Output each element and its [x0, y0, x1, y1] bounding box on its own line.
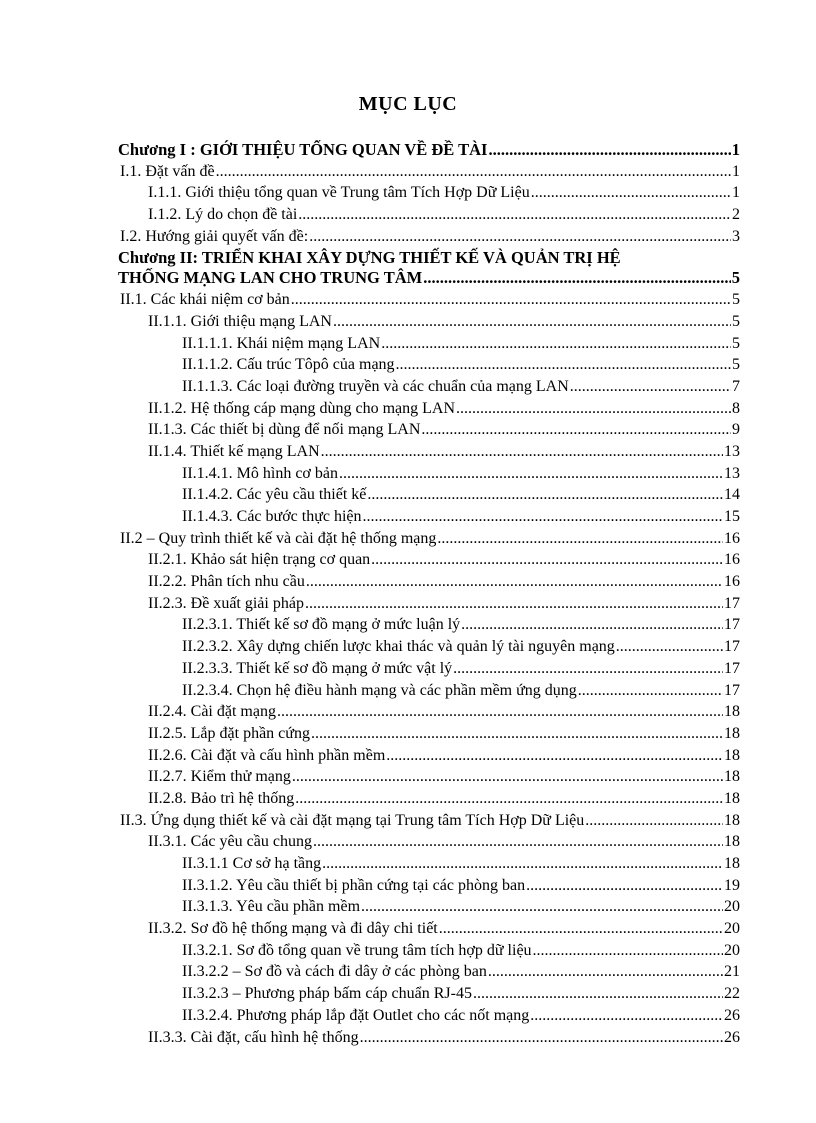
toc-entry-row	[148, 1028, 740, 1048]
toc-entry[interactable]	[118, 876, 740, 896]
toc-entry-row	[148, 919, 740, 939]
dot-leader	[456, 399, 731, 419]
toc-page-number: 20	[724, 898, 740, 916]
toc-page-number: 17	[724, 594, 740, 612]
toc-entry[interactable]	[118, 572, 740, 592]
toc-entry-row	[148, 550, 740, 570]
toc-entry[interactable]	[118, 919, 740, 939]
toc-entry[interactable]	[118, 507, 740, 527]
toc-entry[interactable]	[118, 485, 740, 505]
dot-leader	[216, 162, 731, 182]
toc-entry-row	[182, 681, 740, 701]
toc-entry[interactable]	[118, 227, 740, 247]
dot-leader	[570, 377, 731, 397]
toc-entry[interactable]	[118, 811, 740, 831]
toc-page-number: 13	[724, 442, 740, 460]
dot-leader	[381, 334, 731, 354]
toc-entry-text: II.1.4.1. Mô hình cơ bản	[182, 464, 338, 482]
toc-entry[interactable]	[118, 702, 740, 722]
dot-leader	[526, 876, 723, 896]
toc-entry-row	[148, 442, 740, 462]
toc-entry-text: II.2.3.1. Thiết kế sơ đồ mạng ở mức luận lý	[182, 616, 461, 634]
page-title: MỤC LỤC	[358, 93, 458, 115]
dot-leader	[292, 767, 723, 787]
toc-entry-text: II.2.8. Bảo trì hệ thống	[148, 789, 295, 807]
toc-entry-row	[182, 637, 740, 657]
toc-entry-text: II.2.3.3. Thiết kế sơ đồ mạng ở mức vật lý	[182, 659, 453, 677]
toc-entry-row	[182, 854, 740, 874]
toc-entry[interactable]	[118, 594, 740, 614]
dot-leader	[473, 984, 723, 1004]
toc-entry-text: I.1.2. Lý do chọn đề tài	[148, 206, 298, 224]
toc-entry[interactable]	[118, 789, 740, 809]
toc-page-number: 18	[724, 724, 740, 742]
toc-page-number: 18	[724, 833, 740, 851]
toc-entry-text: II.3.1.1 Cơ sở hạ tầng	[182, 855, 322, 872]
toc-entry-text: II.2.3. Đề xuất giải pháp	[148, 594, 304, 612]
toc-page-number: 17	[724, 616, 740, 634]
dot-leader	[298, 205, 731, 225]
toc-entry[interactable]	[118, 1006, 740, 1026]
toc-entry[interactable]	[118, 442, 740, 462]
dot-leader	[371, 550, 723, 570]
toc-entry-text: II.1.4. Thiết kế mạng LAN	[148, 442, 320, 460]
toc-entry[interactable]	[118, 550, 740, 570]
toc-page-number: 5	[732, 356, 740, 374]
toc-entry[interactable]	[118, 420, 740, 440]
toc-entry-text: II.2.7. Kiểm thử mạng	[148, 768, 291, 786]
toc-entry-text: II.1.1.3. Các loại đường truyền và các chuẩn của mạng LAN	[182, 377, 569, 395]
toc-page-number: 26	[724, 1028, 740, 1046]
toc-entry-row	[120, 529, 740, 549]
toc-entry-row	[148, 572, 740, 592]
toc-entry-text: THỐNG MẠNG LAN CHO TRUNG TÂM	[118, 268, 423, 288]
toc-page-number: 7	[732, 377, 740, 395]
dot-leader	[488, 140, 730, 160]
toc-entry[interactable]	[118, 897, 740, 917]
toc-entry-text: I.1. Đặt vấn đề	[120, 162, 215, 180]
toc-page-number: 1	[732, 162, 740, 180]
toc-page-number: 2	[732, 206, 740, 224]
toc-page-number: 13	[724, 464, 740, 482]
toc-entry-text: II.1.1. Giới thiệu mạng LAN	[148, 312, 332, 330]
toc-entry-text: II.1.4.3. Các bước thực hiện	[182, 508, 362, 525]
dot-leader	[321, 442, 723, 462]
toc-page-number: 20	[724, 941, 740, 959]
toc-entry-row	[182, 984, 740, 1004]
toc-entry-row	[182, 897, 740, 917]
toc-entry-text: II.3.1.2. Yêu cầu thiết bị phần cứng tại các phòng ban	[182, 876, 526, 894]
toc-entry-row	[120, 162, 740, 182]
dot-leader	[291, 290, 731, 310]
toc-entry[interactable]	[118, 854, 740, 874]
toc-entry-row	[182, 355, 740, 375]
toc-page-number: 3	[732, 227, 740, 245]
dot-leader	[531, 183, 731, 203]
toc-entry[interactable]	[118, 941, 740, 961]
toc-entry[interactable]	[118, 205, 740, 225]
toc-entry-text: II.1. Các khái niệm cơ bản	[120, 291, 290, 309]
dot-leader	[339, 464, 723, 484]
toc-entry-text: II.1.1.2. Cấu trúc Tôpô của mạng	[182, 356, 395, 374]
toc-entry[interactable]	[118, 637, 740, 657]
toc-entry[interactable]	[118, 832, 740, 852]
toc-entry[interactable]	[118, 183, 740, 203]
toc-entry-row	[118, 140, 740, 160]
toc-entry-text: II.3.2.1. Sơ đồ tổng quan về trung tâm tích hợp dữ liệu	[182, 941, 532, 959]
toc-page-number: 18	[724, 855, 740, 872]
toc-entry-row	[182, 962, 740, 982]
toc-entry-row	[182, 941, 740, 961]
toc-entry-row	[182, 659, 740, 679]
toc-entry[interactable]	[118, 464, 740, 484]
toc-entry-row	[182, 615, 740, 635]
toc-entry[interactable]	[118, 681, 740, 701]
toc-page-number: 1	[731, 140, 740, 159]
dot-leader	[421, 420, 731, 440]
dot-leader	[333, 312, 731, 332]
dot-leader	[367, 485, 723, 505]
toc-entry-text: I.1.1. Giới thiệu tổng quan về Trung tâm Tích Hợp Dữ Liệu	[148, 184, 530, 202]
toc-entry[interactable]	[118, 399, 740, 419]
dot-leader	[396, 355, 731, 375]
dot-leader	[360, 1028, 723, 1048]
toc-page-number: 18	[724, 746, 740, 764]
toc-page-number: 8	[732, 399, 740, 417]
toc-page-number: 18	[724, 703, 740, 721]
dot-leader	[295, 789, 723, 809]
toc-entry-row	[148, 205, 740, 225]
toc-entry[interactable]	[118, 355, 740, 375]
toc-entry-row	[148, 312, 740, 332]
dot-leader	[309, 227, 731, 247]
toc-page-number: 17	[724, 681, 740, 699]
dot-leader	[488, 962, 723, 982]
dot-leader	[277, 702, 723, 722]
dot-leader	[439, 919, 723, 939]
toc-entry[interactable]	[118, 334, 740, 354]
toc-entry-text: II.3.2.3 – Phương pháp bấm cáp chuẩn RJ-45	[182, 985, 472, 1003]
toc-page-number: 16	[724, 573, 740, 591]
toc-entry-text: II.2.6. Cài đặt và cấu hình phần mềm	[148, 746, 386, 764]
toc-entry-row	[182, 876, 740, 896]
toc-page-number: 16	[724, 529, 740, 547]
dot-leader	[437, 529, 723, 549]
toc-entry[interactable]	[118, 615, 740, 635]
toc-entry-text: II.2.1. Khảo sát hiện trạng cơ quan	[148, 551, 371, 569]
toc-entry-text: II.2.3.4. Chọn hệ điều hành mạng và các phần mềm ứng dụng	[182, 681, 577, 699]
toc-entry[interactable]	[118, 162, 740, 182]
dot-leader	[363, 507, 723, 527]
toc-entry-row	[148, 399, 740, 419]
toc-entry[interactable]	[118, 724, 740, 744]
toc-page-number: 5	[731, 268, 740, 288]
toc-entry-row	[182, 334, 740, 354]
toc-entry-row	[120, 227, 740, 247]
table-of-contents	[118, 140, 740, 1049]
toc-entry[interactable]	[118, 767, 740, 787]
toc-page-number: 18	[724, 811, 740, 829]
toc-page-number: 20	[724, 920, 740, 938]
dot-leader	[386, 746, 723, 766]
toc-entry-row	[148, 420, 740, 440]
toc-entry-row	[148, 832, 740, 852]
dot-leader	[322, 854, 723, 874]
toc-entry-text: II.1.4.2. Các yêu cầu thiết kế	[182, 486, 367, 504]
toc-page-number: 9	[732, 421, 740, 439]
dot-leader	[461, 615, 723, 635]
toc-entry[interactable]	[118, 1028, 740, 1048]
dot-leader	[423, 268, 731, 288]
toc-entry-row	[148, 789, 740, 809]
toc-entry-row	[148, 724, 740, 744]
dot-leader	[361, 897, 723, 917]
toc-page-number: 26	[724, 1006, 740, 1024]
toc-page-number: 17	[724, 638, 740, 656]
toc-entry[interactable]	[118, 377, 740, 397]
toc-entry[interactable]	[118, 529, 740, 549]
toc-entry-row	[148, 594, 740, 614]
toc-entry-text: II.1.3. Các thiết bị dùng để nối mạng LAN	[148, 421, 421, 439]
toc-entry-row	[120, 290, 740, 310]
dot-leader	[578, 681, 723, 701]
toc-entry-row	[118, 268, 740, 288]
toc-entry-text: II.3.2. Sơ đồ hệ thống mạng và đi dây chi tiết	[148, 920, 438, 938]
toc-entry[interactable]	[118, 746, 740, 766]
toc-entry-row	[148, 702, 740, 722]
toc-entry[interactable]	[118, 962, 740, 982]
dot-leader	[533, 941, 723, 961]
toc-entry-text: II.2.2. Phân tích nhu cầu	[148, 573, 305, 591]
toc-entry-text: II.2 – Quy trình thiết kế và cài đặt hệ thống mạng	[120, 529, 437, 547]
toc-entry-text: II.1.2. Hệ thống cáp mạng dùng cho mạng LAN	[148, 399, 456, 417]
toc-entry-row	[182, 1006, 740, 1026]
toc-entry-text: II.2.5. Lắp đặt phần cứng	[148, 724, 310, 742]
dot-leader	[313, 832, 723, 852]
dot-leader	[305, 594, 723, 614]
toc-entry-row	[120, 811, 740, 831]
toc-page-number: 18	[724, 768, 740, 786]
toc-page-number: 19	[724, 876, 740, 894]
dot-leader	[530, 1006, 723, 1026]
toc-entry[interactable]	[118, 290, 740, 310]
toc-entry-text: Chương I : GIỚI THIỆU TỔNG QUAN VỀ ĐỀ TÀI	[118, 140, 488, 159]
toc-page-number: 21	[724, 963, 740, 981]
toc-page-number: 22	[724, 985, 740, 1003]
toc-entry[interactable]	[118, 140, 740, 160]
toc-entry-text: II.3.2.4. Phương pháp lắp đặt Outlet cho các nốt mạng	[182, 1006, 530, 1024]
toc-entry-text: II.3. Ứng dụng thiết kế và cài đặt mạng tại Trung tâm Tích Hợp Dữ Liệu	[120, 811, 585, 829]
toc-page-number: 5	[732, 334, 740, 352]
toc-entry-text: II.2.4. Cài đặt mạng	[148, 703, 276, 721]
toc-entry-row	[182, 507, 740, 527]
toc-entry[interactable]	[118, 312, 740, 332]
toc-entry[interactable]	[118, 659, 740, 679]
toc-entry[interactable]	[118, 248, 740, 288]
toc-entry-text: II.1.1.1. Khái niệm mạng LAN	[182, 334, 381, 352]
toc-entry[interactable]	[118, 984, 740, 1004]
toc-entry-text-line: Chương II: TRIỂN KHAI XÂY DỰNG THIẾT KẾ VÀ QUẢN TRỊ HỆ	[118, 248, 621, 268]
toc-entry-row	[148, 746, 740, 766]
toc-entry-text: I.2. Hướng giải quyết vấn đề:	[120, 227, 309, 245]
toc-page-number: 15	[724, 508, 740, 525]
toc-page-number: 5	[732, 291, 740, 309]
toc-page-number: 14	[724, 486, 740, 504]
toc-entry-text: II.3.2.2 – Sơ đồ và cách đi dây ở các phòng ban	[182, 963, 487, 981]
toc-page-number: 16	[724, 551, 740, 569]
toc-entry-row	[182, 485, 740, 505]
toc-entry-row	[148, 183, 740, 203]
toc-entry-text: II.2.3.2. Xây dựng chiến lược khai thác và quản lý tài nguyên mạng	[182, 638, 615, 656]
dot-leader	[585, 811, 723, 831]
dot-leader	[453, 659, 723, 679]
dot-leader	[306, 572, 723, 592]
dot-leader	[311, 724, 723, 744]
toc-entry-text: II.3.1. Các yêu cầu chung	[148, 833, 312, 851]
dot-leader	[616, 637, 723, 657]
toc-page-number: 5	[732, 312, 740, 330]
toc-page-number: 17	[724, 659, 740, 677]
toc-entry-row	[148, 767, 740, 787]
toc-page-number: 1	[732, 184, 740, 202]
toc-entry-text: II.3.3. Cài đặt, cấu hình hệ thống	[148, 1028, 359, 1046]
toc-page-number: 18	[724, 789, 740, 807]
toc-entry-text: II.3.1.3. Yêu cầu phần mềm	[182, 898, 361, 916]
toc-entry-row	[182, 464, 740, 484]
toc-entry-row	[182, 377, 740, 397]
